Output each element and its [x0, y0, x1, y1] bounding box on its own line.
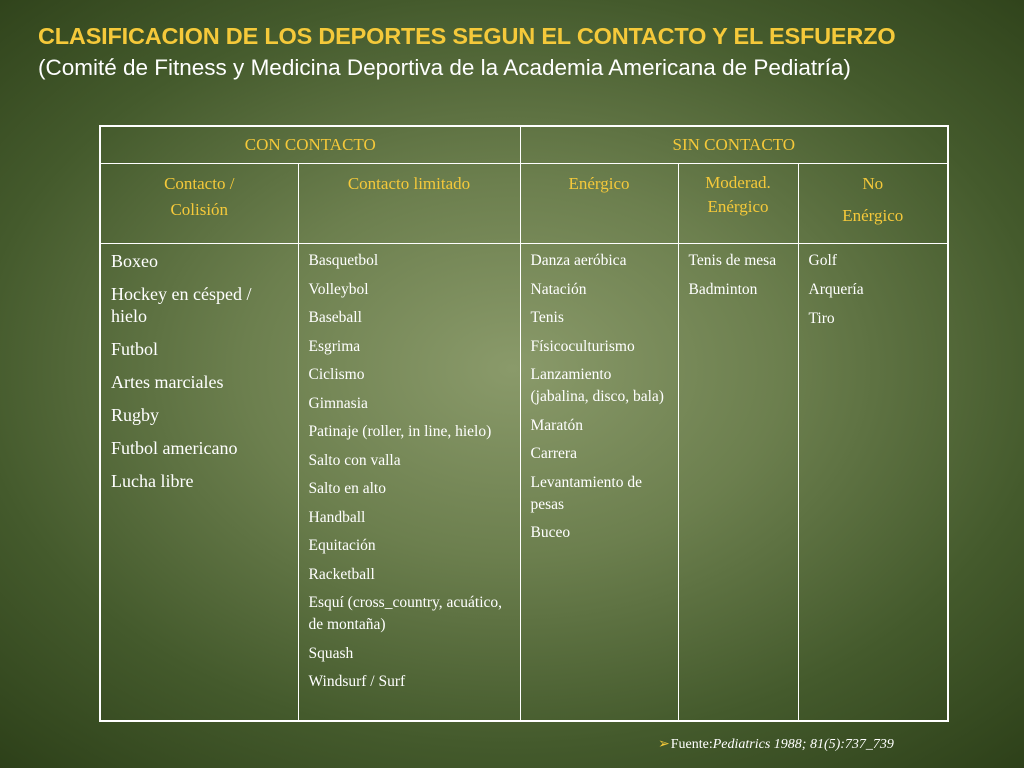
title-main: CLASIFICACION DE LOS DEPORTES SEGUN EL CONTACTO Y EL ESFUERZO [38, 23, 896, 49]
sport-item: Futbol americano [111, 438, 238, 458]
sport-item: Buceo [530, 524, 571, 541]
column-header-line: Colisión [170, 200, 229, 219]
sport-item: Basquetbol [308, 252, 379, 269]
sport-item: Natación [530, 280, 587, 298]
sport-item: Danza aeróbica [530, 252, 627, 269]
sport-item: Carrera [530, 445, 577, 462]
sport-item: Tenis de mesa [688, 252, 777, 269]
sports-list-contacto-colision [100, 244, 298, 722]
sport-item: Lanzamiento (jabalina, disco, bala) [530, 366, 664, 405]
column-header-line: No [862, 174, 884, 193]
sports-list-contacto-limitado [298, 244, 520, 722]
arrow-bullet-icon: ➢ [658, 737, 670, 752]
sport-item: Levantamiento de pesas [530, 473, 642, 513]
sports-list-row [100, 244, 948, 722]
sport-item: Volleybol [308, 280, 369, 298]
sport-item: Lucha libre [111, 471, 194, 491]
title-subtitle: (Comité de Fitness y Medicina Deportiva de la Academia Americana de Pediatría) [38, 55, 851, 80]
column-header-no-energico [798, 164, 948, 244]
sport-item: Esgrima [308, 337, 361, 355]
source-citation: Pediatrics 1988; 81(5):737_739 [712, 737, 894, 752]
sport-item: Windsurf / Surf [308, 673, 406, 690]
column-header-line: Moderad. [705, 173, 771, 192]
sport-item: Patinaje (roller, in line, hielo) [308, 423, 492, 440]
slide-title [38, 20, 998, 84]
sport-item: Maratón [530, 416, 584, 434]
sport-item: Salto en alto [308, 480, 386, 497]
sport-item: Hockey en césped / hielo [111, 284, 252, 326]
source-label: Fuente: [670, 737, 713, 752]
group-header-sin-contacto: SIN CONTACTO [520, 126, 948, 164]
column-header-contacto-limitado [298, 164, 520, 244]
sport-item: Boxeo [111, 251, 158, 271]
column-header-line: Enérgico [568, 174, 630, 193]
sport-item: Salto con valla [308, 451, 401, 469]
sport-item: Gimnasia [308, 394, 368, 412]
sport-item: Tenis [530, 309, 564, 326]
sport-item: Futbol [111, 339, 159, 359]
column-header-line: Enérgico [707, 197, 769, 216]
sport-item: Equitación [308, 537, 376, 554]
sport-item: Físicoculturismo [530, 337, 635, 355]
sport-item: Badminton [688, 280, 758, 298]
sport-item: Esquí (cross_country, acuático, de montaña) [308, 594, 503, 633]
sport-item: Arquería [808, 281, 864, 298]
sports-list-no-energico [798, 244, 948, 722]
group-header-row [100, 126, 948, 164]
source-note [658, 736, 894, 753]
sport-item: Ciclismo [308, 366, 365, 383]
sports-list-moderad-energico [678, 244, 798, 722]
sport-item: Racketball [308, 565, 375, 583]
sports-list-energico [520, 244, 678, 722]
column-header-energico [520, 164, 678, 244]
sport-item: Handball [308, 508, 366, 526]
sport-item: Tiro [808, 310, 835, 327]
column-header-contacto-colision [100, 164, 298, 244]
column-header-line: Contacto / [164, 174, 235, 193]
column-header-row [100, 164, 948, 244]
column-header-line: Enérgico [842, 206, 904, 225]
sport-item: Golf [808, 252, 837, 269]
sport-item: Baseball [308, 309, 362, 326]
column-header-line: Contacto limitado [347, 174, 471, 193]
sport-item: Squash [308, 644, 354, 662]
sport-item: Artes marciales [111, 372, 224, 392]
group-header-con-contacto: CON CONTACTO [100, 126, 520, 164]
sports-classification-table [99, 125, 949, 722]
sport-item: Rugby [111, 405, 160, 425]
column-header-moderad-energico [678, 164, 798, 244]
